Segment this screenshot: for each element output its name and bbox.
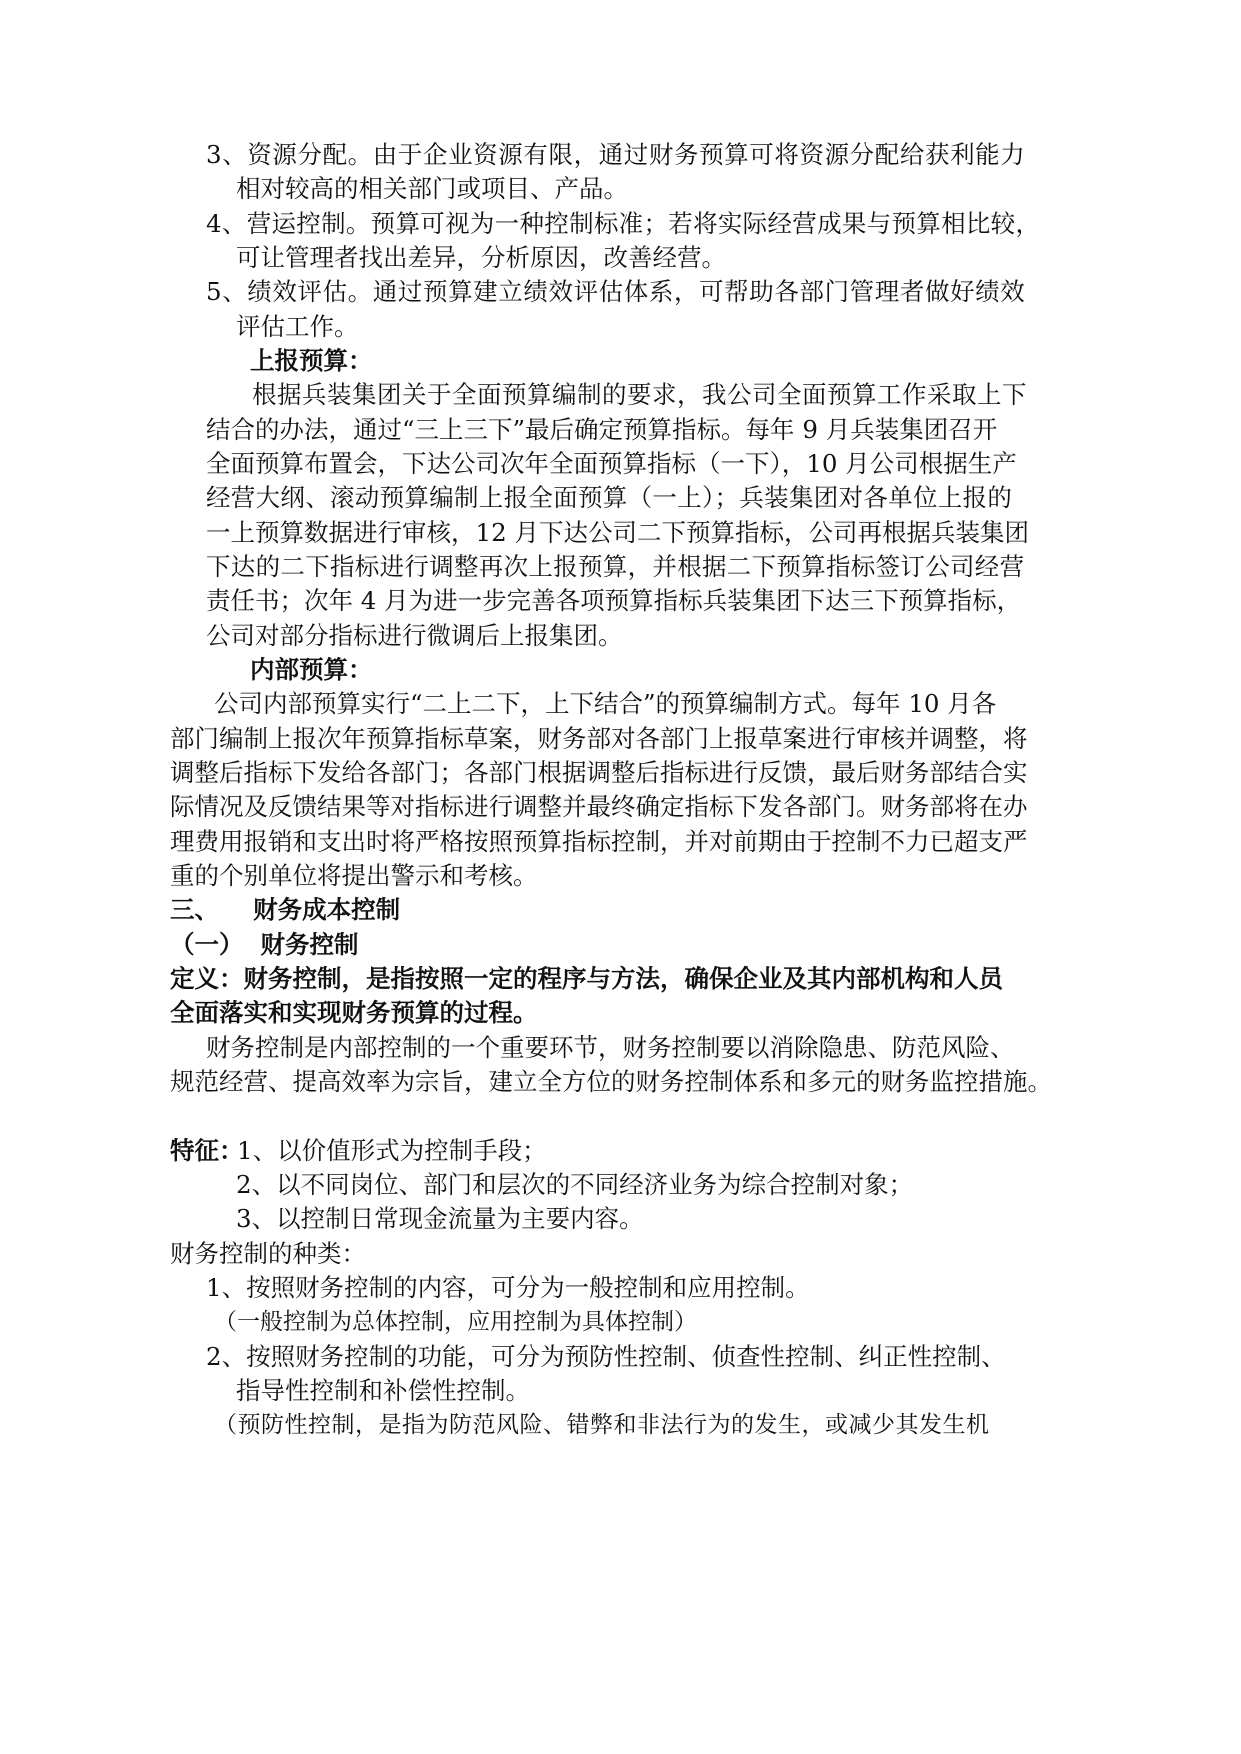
type-item: 1、按照财务控制的内容，可分为一般控制和应用控制。 xyxy=(206,1273,810,1302)
section-heading-cost-control: 三、 财务成本控制 xyxy=(170,895,401,924)
paragraph-line: 公司内部预算实行“二上二下，上下结合”的预算编制方式。每年 10 月各 xyxy=(214,689,997,718)
definition-line-cont: 全面落实和实现财务预算的过程。 xyxy=(170,998,538,1027)
types-heading: 财务控制的种类： xyxy=(170,1239,366,1268)
paragraph-line: 规范经营、提高效率为宗旨，建立全方位的财务控制体系和多元的财务监控措施。 xyxy=(170,1067,1052,1096)
paragraph-line: 部门编制上报次年预算指标草案，财务部对各部门上报草案进行审核并调整，将 xyxy=(170,724,1028,753)
paragraph-line: 全面预算布置会，下达公司次年全面预算指标（一下），10 月公司根据生产 xyxy=(206,449,1017,478)
paragraph-line: 结合的办法，通过“三上三下”最后确定预算指标。每年 9 月兵装集团召开 xyxy=(206,415,998,444)
paragraph-line: 下达的二下指标进行调整再次上报预算，并根据二下预算指标签订公司经营 xyxy=(206,552,1025,581)
type-item-note: （一般控制为总体控制，应用控制为具体控制） xyxy=(214,1309,697,1335)
feature-item: 2、以不同岗位、部门和层次的不同经济业务为综合控制对象； xyxy=(236,1170,914,1199)
paragraph-line: 际情况及反馈结果等对指标进行调整并最终确定指标下发各部门。财务部将在办 xyxy=(170,792,1028,821)
feature-item: 3、以控制日常现金流量为主要内容。 xyxy=(236,1204,644,1233)
paragraph-line: 重的个别单位将提出警示和考核。 xyxy=(170,861,538,890)
type-item-note: （预防性控制，是指为防范风险、错弊和非法行为的发生，或减少其发生机 xyxy=(214,1412,990,1438)
heading-report-budget: 上报预算： xyxy=(250,346,373,375)
paragraph-line: 财务控制是内部控制的一个重要环节，财务控制要以消除隐患、防范风险、 xyxy=(206,1033,1015,1062)
paragraph-line: 调整后指标下发给各部门；各部门根据调整后指标进行反馈，最后财务部结合实 xyxy=(170,758,1028,787)
features-label: 特征： xyxy=(170,1136,244,1165)
paragraph-line: 公司对部分指标进行微调后上报集团。 xyxy=(206,621,623,650)
item-performance-evaluation: 5、绩效评估。通过预算建立绩效评估体系，可帮助各部门管理者做好绩效 xyxy=(206,277,1026,306)
type-item: 2、按照财务控制的功能，可分为预防性控制、侦查性控制、纠正性控制、 xyxy=(206,1342,1006,1371)
item-resource-allocation-cont: 相对较高的相关部门或项目、产品。 xyxy=(236,174,628,203)
feature-item: 1、以价值形式为控制手段； xyxy=(237,1136,547,1165)
type-item-cont: 指导性控制和补偿性控制。 xyxy=(236,1376,530,1405)
item-performance-evaluation-cont: 评估工作。 xyxy=(236,312,359,341)
paragraph-line: 理费用报销和支出时将严格按照预算指标控制，并对前期由于控制不力已超支严 xyxy=(170,827,1028,856)
paragraph-line: 责任书；次年 4 月为进一步完善各项预算指标兵装集团下达三下预算指标， xyxy=(206,586,1022,615)
item-resource-allocation: 3、资源分配。由于企业资源有限，通过财务预算可将资源分配给获利能力 xyxy=(206,140,1026,169)
item-operation-control: 4、营运控制。预算可视为一种控制标准；若将实际经营成果与预算相比较， xyxy=(206,209,1041,238)
definition-line: 定义：财务控制，是指按照一定的程序与方法，确保企业及其内部机构和人员 xyxy=(170,964,1003,993)
heading-internal-budget: 内部预算： xyxy=(250,655,373,684)
item-operation-control-cont: 可让管理者找出差异，分析原因，改善经营。 xyxy=(236,243,726,272)
paragraph-line: 根据兵装集团关于全面预算编制的要求，我公司全面预算工作采取上下 xyxy=(252,380,1027,409)
subsection-heading-financial-control: （一） 财务控制 xyxy=(170,930,359,959)
paragraph-line: 一上预算数据进行审核，12 月下达公司二下预算指标，公司再根据兵装集团 xyxy=(206,518,1029,547)
paragraph-line: 经营大纲、滚动预算编制上报全面预算（一上）；兵装集团对各单位上报的 xyxy=(206,483,1013,512)
